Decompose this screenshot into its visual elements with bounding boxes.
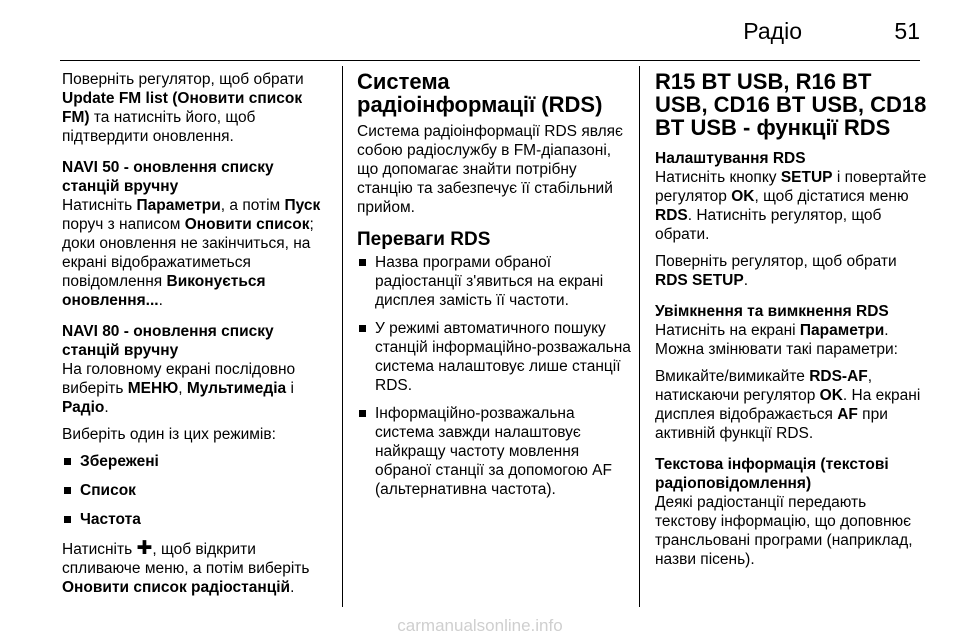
rds-intro: Система радіоінформації RDS являє собою радіослужбу в FM-діапазоні, що допомагає знайти потрібну станцію та забезпечує її стабільний прийом. — [357, 123, 623, 216]
rds-settings-section: Налаштування RDS Натисніть кнопку SETUP і повертайте регулятор OK, щоб дістатися меню RDS. Натисніть регулятор, щоб обрати. — [655, 149, 930, 244]
column-1 — [62, 70, 332, 609]
watermark: carmanualsonline.info — [397, 616, 563, 635]
rds-toggle-heading: Увімкнення та вимкнення RDS — [655, 303, 889, 320]
intro-paragraph: Поверніть регулятор, щоб обрати Update FM list (Оновити список FM) та натисніть його, щоб підтвердити оновлення. — [62, 71, 304, 145]
navi50-heading: NAVI 50 - оновлення списку станцій вручну — [62, 159, 274, 195]
list-item: Збережені — [62, 452, 332, 471]
list-item: Інформаційно-розважальна система завжди налаштовує найкращу частоту мовлення обраної станції за допомогою AF (альтернативна частота). — [357, 404, 632, 499]
header-divider — [60, 60, 920, 61]
plus-icon: ✚ — [136, 538, 153, 559]
navi80-section: NAVI 80 - оновлення списку станцій вручну На головному екрані послідовно виберіть МЕНЮ, Мультимедіа і Радіо. — [62, 322, 332, 417]
column-divider-1 — [342, 66, 343, 607]
navi80-heading: NAVI 80 - оновлення списку станцій вручну — [62, 323, 274, 359]
modes-intro: Виберіть один із цих режимів: — [62, 426, 276, 443]
rds-settings-heading: Налаштування RDS — [655, 150, 806, 167]
rds-setup-paragraph: Поверніть регулятор, щоб обрати RDS SETUP. — [655, 253, 897, 289]
page-header — [60, 0, 920, 58]
advantages-title: Переваги RDS — [357, 229, 491, 250]
rds-toggle-section: Увімкнення та вимкнення RDS Натисніть на екрані Параметри. Можна змінювати такі параметри: — [655, 302, 930, 359]
navi50-section: NAVI 50 - оновлення списку станцій вручну Натисніть Параметри, а потім Пуск поруч з написом Оновити список; доки оновлення не закінчиться, на екрані відображатиметься повідомлення Виконується оновлення.... — [62, 158, 332, 310]
radio-text-section: Текстова інформація (текстові радіоповідомлення) Деякі радіостанції передають текстову інформацію, що доповнює трансльовані програми (наприклад, назви пісень). — [655, 455, 930, 569]
rds-title: Система радіоінформації (RDS) — [357, 69, 603, 117]
header-title: Радіо — [743, 18, 802, 44]
column-divider-2 — [639, 66, 640, 607]
rds-af-paragraph: Вмикайте/вимикайте RDS-AF, натискаючи регулятор OK. На екрані дисплея відображається AF при активній функції RDS. — [655, 368, 921, 442]
column-2 — [357, 70, 632, 509]
list-item: Список — [62, 481, 332, 500]
list-item: Частота — [62, 510, 332, 529]
advantages-list — [357, 253, 632, 499]
list-item: У режимі автоматичного пошуку станцій інформаційно-розважальна система налаштовує лише станції RDS. — [357, 319, 632, 395]
modes-list — [62, 452, 332, 529]
list-item: Назва програми обраної радіостанції з'явиться на екрані дисплея замість її частоти. — [357, 253, 632, 310]
radio-text-heading: Текстова інформація (текстові радіоповідомлення) — [655, 456, 889, 492]
column-3 — [655, 70, 930, 581]
rds-functions-title: R15 BT USB, R16 BT USB, CD16 BT USB, CD18 BT USB - функції RDS — [655, 69, 927, 140]
final-paragraph: Натисніть ✚, щоб відкрити спливаюче меню, а потім виберіть Оновити список радіостанцій. — [62, 538, 310, 596]
page-number: 51 — [894, 18, 920, 44]
